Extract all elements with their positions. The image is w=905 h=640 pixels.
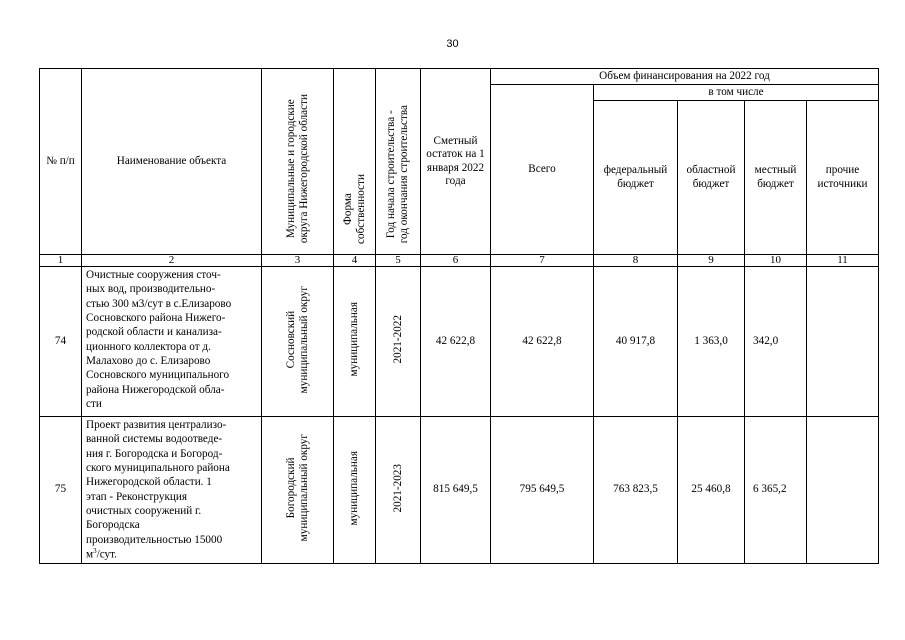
years: 2021-2022 bbox=[376, 267, 421, 417]
municipality: Сосновский муниципальный округ bbox=[262, 267, 334, 417]
header-years: Год начала строительства - год окончания строительства bbox=[376, 69, 421, 255]
other-sources bbox=[807, 417, 879, 564]
column-number: 4 bbox=[334, 255, 376, 267]
page-number: 30 bbox=[446, 38, 459, 50]
other-sources bbox=[807, 267, 879, 417]
column-number: 11 bbox=[807, 255, 879, 267]
regional-budget: 1 363,0 bbox=[678, 267, 745, 417]
column-number: 1 bbox=[40, 255, 82, 267]
financing-table bbox=[39, 68, 879, 564]
object-name: Очистные сооружения сточ- ных вод, производительно- стью 300 м3/сут в с.Елизарово Сосновского района Нижего- родской области и канализа- ционного коллектора от д. Малахово до с. Елизарово Сосновского муниципального района Нижегородской обла- сти bbox=[82, 267, 262, 417]
local-budget: 6 365,2 bbox=[745, 417, 807, 564]
column-number: 9 bbox=[678, 255, 745, 267]
object-name: Проект развития централизо- ванной системы водоотведе- ния г. Богородска и Богород- ского муниципального района Нижегородской области. 1 этап - Реконструкция очистных сооружений г. Богородска производительностью 15000 $м^3$/сут. bbox=[82, 417, 262, 564]
federal-budget: 40 917,8 bbox=[594, 267, 678, 417]
row-no: 75 bbox=[40, 417, 82, 564]
column-number: 3 bbox=[262, 255, 334, 267]
ownership: муниципальная bbox=[334, 417, 376, 564]
header-no: № п/п bbox=[40, 69, 82, 255]
column-number: 5 bbox=[376, 255, 421, 267]
column-number-row bbox=[40, 255, 879, 267]
header-other: прочие источники bbox=[807, 101, 879, 255]
remaining-estimate: 815 649,5 bbox=[421, 417, 491, 564]
table-row bbox=[40, 417, 879, 564]
header-including: в том числе bbox=[594, 85, 879, 101]
column-number: 2 bbox=[82, 255, 262, 267]
total: 795 649,5 bbox=[491, 417, 594, 564]
table-row bbox=[40, 267, 879, 417]
row-no: 74 bbox=[40, 267, 82, 417]
remaining-estimate: 42 622,8 bbox=[421, 267, 491, 417]
regional-budget: 25 460,8 bbox=[678, 417, 745, 564]
header-ownership: Форма собственности bbox=[334, 69, 376, 255]
municipality: Богородский муниципальный округ bbox=[262, 417, 334, 564]
years: 2021-2023 bbox=[376, 417, 421, 564]
column-number: 10 bbox=[745, 255, 807, 267]
federal-budget: 763 823,5 bbox=[594, 417, 678, 564]
column-number: 7 bbox=[491, 255, 594, 267]
header-funding-group: Объем финансирования на 2022 год bbox=[491, 69, 879, 85]
header-federal: федеральный бюджет bbox=[594, 101, 678, 255]
header-name: Наименование объекта bbox=[82, 69, 262, 255]
ownership: муниципальная bbox=[334, 267, 376, 417]
header-remaining: Сметный остаток на 1 января 2022 года bbox=[421, 69, 491, 255]
column-number: 6 bbox=[421, 255, 491, 267]
header-total: Всего bbox=[491, 85, 594, 255]
local-budget: 342,0 bbox=[745, 267, 807, 417]
header-regional: областной бюджет bbox=[678, 101, 745, 255]
header-municipality: Муниципальные и городские округа Нижегородской области bbox=[262, 69, 334, 255]
column-number: 8 bbox=[594, 255, 678, 267]
header-local: местный бюджет bbox=[745, 101, 807, 255]
total: 42 622,8 bbox=[491, 267, 594, 417]
